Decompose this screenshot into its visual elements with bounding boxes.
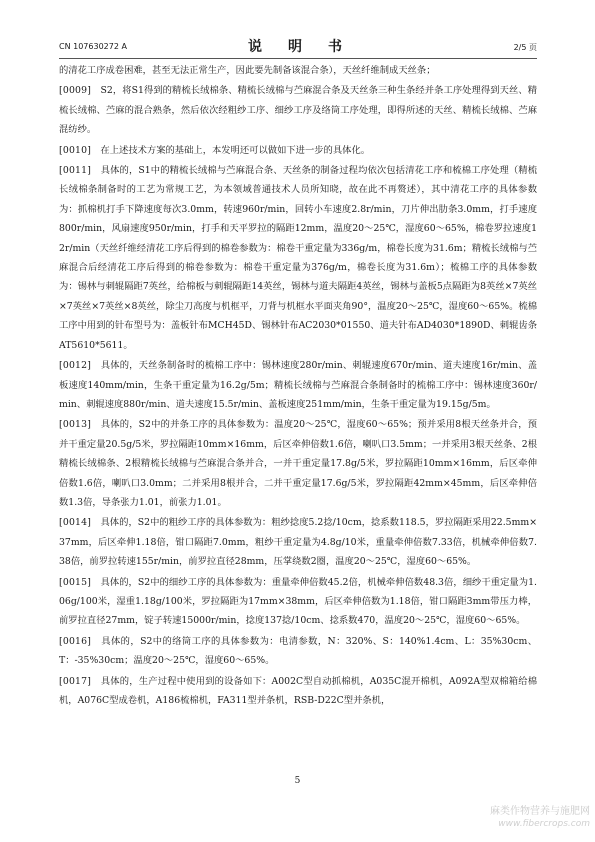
paragraph-text: 具体的，S2中的络筒工序的具体参数为：电清参数，N：320%、S：140%1.4cm、L：35%30cm、T：-35%30cm；温度20～25℃，湿度60～65%。 bbox=[59, 635, 537, 667]
paragraph-text: 具体的，S1中的精梳长绒棉与苎麻混合条、天丝条的制备过程均依次包括清花工序和梳棉工序处理（精梳长绒棉条制备时的工艺为常规工艺，为本领域普通技术人员所知晓，故在此不再赘述），其中清花工序的具体参数为：抓棉机打手下降速度每次3.0mm，转速960r/min，回转小车速度2.8r/min，刀片伸出肋条3.0mm，打手速度800r/min，风扇速度950r/min，打手和天平罗拉的隔距12mm，温度20～25℃，湿度60～65%，棉卷罗拉速度12r/min（天丝纤维经清花工序后得到的棉卷参数为：棉卷干重定量为336g/m，棉卷长度为31.6m；精梳长绒棉与苎麻混合后经清花工序后得到的棉卷参数为：棉卷干重定量为376g/m，棉卷长度为31.6m）；梳棉工序的具体参数为：锡林与刺辊隔距7英丝，给棉板与刺辊隔距14英丝，锡林与道夫隔距4英丝，锡林与盖板5点隔距为8英丝×7英丝×7英丝×7英丝×8英丝，除尘刀高度与机框平，刀背与机框水平面夹角90°，温度20～25℃，湿度60～65%。梳棉工序中用到的针布型号为：盖板针布MCH45D、锡林针布AC2030*01550、道夫针布AD4030*1890D、刺辊齿条AT5610*5611。 bbox=[59, 165, 537, 351]
paragraph-text: 具体的，S2中的细纱工序的具体参数为：重量牵伸倍数45.2倍，机械牵伸倍数48.3倍，细纱干重定量为1.06g/100米，湿重1.18g/100米，罗拉隔距为17mm×38mm，后区牵伸倍数为1.18倍，钳口隔距3mm带压力棒，前罗拉直径27mm，锭子转速15000r/min，捻度137捻/10cm、捻系数470，温度20～25℃，湿度60～65%。 bbox=[59, 576, 537, 627]
paragraph-0010 bbox=[59, 141, 537, 160]
paragraph-text: 具体的，生产过程中使用到的设备如下：A002C型自动抓棉机，A035C混开棉机，A092A型双棉箱给棉机，A076C型成卷机，A186梳棉机，FA311型并条机，RSB-D22C型并条机， bbox=[59, 675, 537, 706]
body-content bbox=[59, 61, 537, 711]
paragraph-0014 bbox=[59, 513, 537, 571]
paragraph-number: [0009] bbox=[59, 85, 92, 97]
paragraph-text: 具体的，天丝条制备时的梳棉工序中：锡林速度280r/min、刺辊速度670r/min、道夫速度16r/min、盖板速度140mm/min，生条干重定量为16.2g/5m；精梳长绒棉与苎麻混合条制备时的梳棉工序中：锡林速度360r/min、刺辊速度880r/min、道夫速度15.5r/min、盖板速度251mm/min，生条干重定量为19.15g/5m。 bbox=[59, 360, 537, 410]
paragraph-text: 在上述技术方案的基础上，本发明还可以做如下进一步的具体化。 bbox=[91, 144, 371, 156]
paragraph-text: 具体的，S2中的粗纱工序的具体参数为：粗纱捻度5.2捻/10cm，捻系数118.5，罗拉隔距采用22.5mm×37mm，后区牵伸1.18倍，钳口隔距7.0mm，粗纱干重定量为4.8g/10米，重量牵伸倍数7.33倍，机械牵伸倍数7.38倍，前罗拉转速155r/min，前罗拉直径28mm，压掌绕数2圈，温度20～25℃，湿度60～65%。 bbox=[59, 517, 537, 568]
paragraph-0009 bbox=[59, 81, 537, 139]
paragraph-text: 具体的，S2中的并条工序的具体参数为：温度20～25℃，湿度60～65%；预并采用8根天丝条并合，预并干重定量20.5g/5米，罗拉隔距10mm×16mm，后区牵伸倍数1.6倍，喇叭口3.5mm；一并采用3根天丝条、2根精梳长绒棉条、2根精梳长绒棉与苎麻混合条并合，一并干重定量17.8g/5米，罗拉隔距10mm×16mm，后区牵伸倍数1.6倍，喇叭口3.0mm；二并采用8根并合，二并干重定量17.6g/5米，罗拉隔距42mm×45mm，后区牵伸倍数1.3倍，导条张力1.01，前张力1.01。 bbox=[59, 419, 537, 508]
paragraph-number: [0017] bbox=[59, 675, 92, 687]
paragraph-number: [0014] bbox=[59, 517, 92, 529]
paragraph-0016 bbox=[59, 632, 537, 671]
paragraph-continuation bbox=[59, 61, 537, 80]
paragraph-0013 bbox=[59, 415, 537, 512]
header-rule bbox=[59, 58, 537, 59]
paragraph-0017 bbox=[59, 672, 537, 711]
paragraph-number: [0011] bbox=[59, 165, 92, 177]
patent-number: CN 107630272 A bbox=[59, 42, 127, 51]
paragraph-number: [0016] bbox=[59, 635, 92, 647]
page-header bbox=[59, 36, 537, 56]
page-number: 5 bbox=[294, 776, 301, 786]
paragraph-number: [0015] bbox=[59, 576, 92, 588]
paragraph-0015 bbox=[59, 573, 537, 631]
watermark-site-name: 麻类作物营养与施肥网 bbox=[490, 806, 590, 817]
paragraph-text: 的清花工序成卷困难，甚至无法正常生产，因此要先制备该混合条），天丝纤维制成天丝条； bbox=[59, 65, 436, 76]
document-title: 说 明 书 bbox=[248, 39, 348, 55]
paragraph-number: [0012] bbox=[59, 360, 92, 372]
watermark-url: www.fibercrops.com bbox=[498, 819, 590, 829]
paragraph-0011 bbox=[59, 161, 537, 355]
paragraph-0012 bbox=[59, 356, 537, 414]
paragraph-number: [0010] bbox=[59, 144, 92, 156]
paragraph-number: [0013] bbox=[59, 419, 92, 431]
page-indicator: 2/5 页 bbox=[513, 43, 537, 52]
paragraph-text: S2，将S1得到的精梳长绒棉条、精梳长绒棉与苎麻混合条及天丝条三种生条经并条工序处理得到天丝、精梳长绒棉、苎麻的混合熟条，然后依次经粗纱工序、细纱工序及络筒工序处理，即得所述的天丝、精梳长绒棉、苎麻混纺纱。 bbox=[59, 85, 537, 136]
site-watermark bbox=[420, 805, 590, 830]
